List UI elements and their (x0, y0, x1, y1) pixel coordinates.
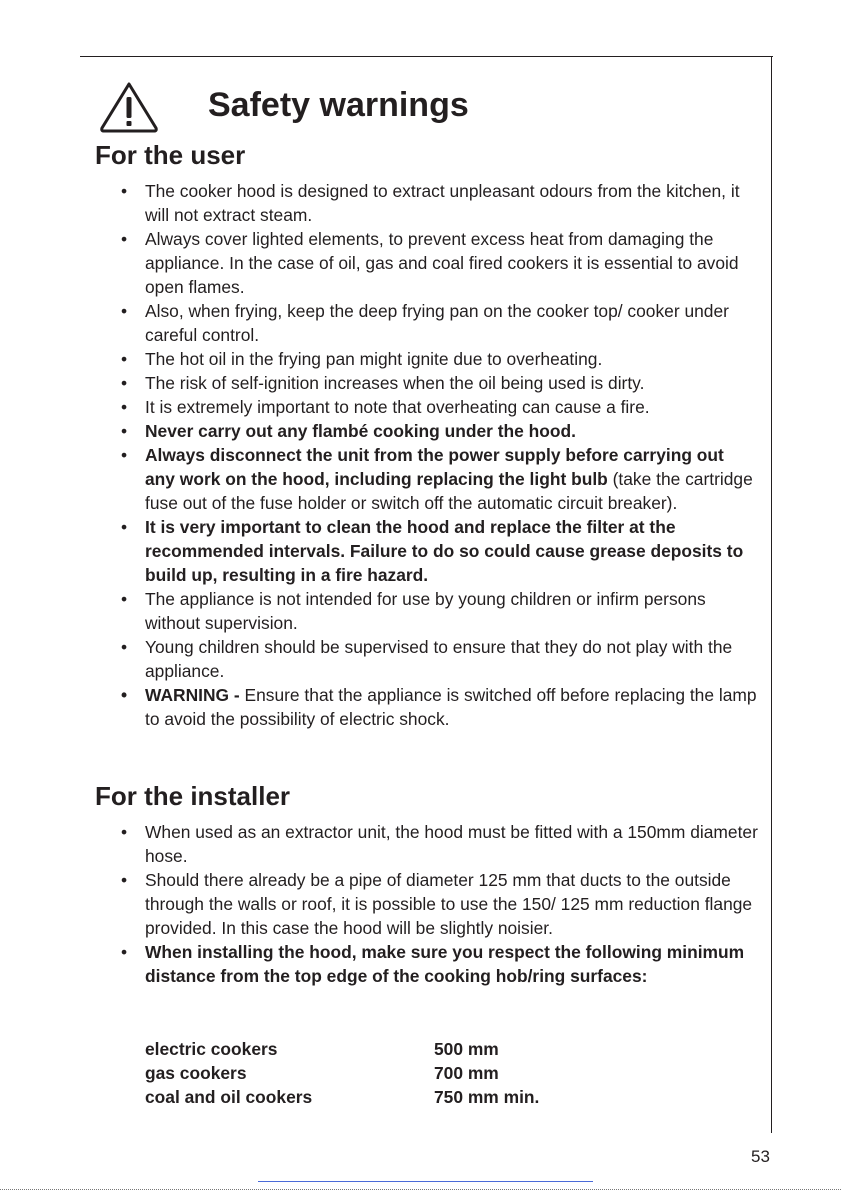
list-item: • It is very important to clean the hood and replace the filter at the recommended intervals. Failure to do so could cause grease deposits to build up, resulting in a fire hazard. (121, 517, 744, 585)
list-item: • WARNING - Ensure that the appliance is switched off before replacing the lamp to avoid the possibility of electric shock. (121, 685, 757, 729)
bottom-dotted-rule (0, 1189, 841, 1190)
list-item: • The cooker hood is designed to extract unpleasant odours from the kitchen, it will not extract steam. (121, 181, 740, 225)
user-section-heading: For the user (95, 140, 246, 170)
list-item: • Should there already be a pipe of diameter 125 mm that ducts to the outside through the walls or roof, it is possible to use the 150/ 125 mm reduction flange provided. In this case the hood will be slightly noisier. (121, 870, 753, 938)
list-item: • It is extremely important to note that overheating can cause a fire. (121, 397, 650, 417)
user-warning-list (118, 179, 758, 731)
page-number: 53 (751, 1147, 770, 1166)
list-item: • The appliance is not intended for use by young children or infirm persons without supervision. (121, 589, 706, 633)
page-title: Safety warnings (208, 86, 469, 124)
installer-section-heading: For the installer (95, 781, 291, 811)
list-item: • When installing the hood, make sure you respect the following minimum distance from the top edge of the cooking hob/ring surfaces: (121, 942, 745, 986)
list-item: • The hot oil in the frying pan might ignite due to overheating. (121, 349, 603, 369)
bottom-link-underline (258, 1181, 593, 1182)
distance-row: coal and oil cookers 750 mm min. (145, 1087, 540, 1107)
list-item: • The risk of self-ignition increases when the oil being used is dirty. (121, 373, 645, 393)
installer-instruction-list (118, 820, 758, 988)
right-margin-rule (771, 56, 772, 1133)
distance-row: electric cookers 500 mm (145, 1039, 499, 1059)
minimum-distance-table (145, 1037, 539, 1109)
top-rule (80, 56, 773, 57)
list-item: • When used as an extractor unit, the hood must be fitted with a 150mm diameter hose. (121, 822, 758, 866)
warning-triangle-icon (98, 80, 160, 134)
list-item: • Always disconnect the unit from the power supply before carrying out any work on the hood, including replacing the light bulb (take the cartridge fuse out of the fuse holder or switch off the automatic circuit breaker). (121, 445, 753, 513)
list-item: • Young children should be supervised to ensure that they do not play with the appliance. (121, 637, 733, 681)
list-item: • Always cover lighted elements, to prevent excess heat from damaging the appliance. In the case of oil, gas and coal fired cookers it is essential to avoid open flames. (121, 229, 739, 297)
list-item: • Also, when frying, keep the deep frying pan on the cooker top/ cooker under careful control. (121, 301, 729, 345)
distance-row: gas cookers 700 mm (145, 1063, 499, 1083)
list-item: • Never carry out any flambé cooking under the hood. (121, 421, 576, 441)
